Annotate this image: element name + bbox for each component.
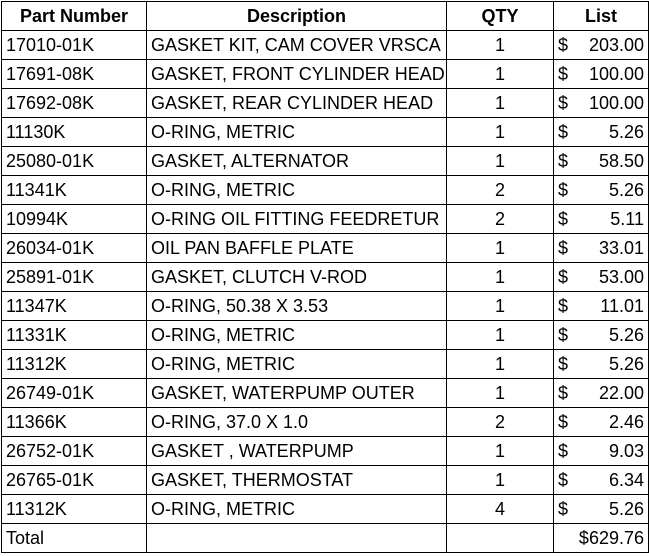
cell-list[interactable] xyxy=(554,176,649,205)
amount: 5.26 xyxy=(608,499,644,519)
cell-list[interactable] xyxy=(554,437,649,466)
total-row xyxy=(2,524,649,553)
table-row xyxy=(2,205,649,234)
total-empty-cell[interactable] xyxy=(447,524,554,553)
cell-description[interactable]: GASKET, REAR CYLINDER HEAD xyxy=(147,89,447,118)
currency-symbol: $ xyxy=(558,209,569,229)
cell-part-number[interactable]: 17010-01K xyxy=(2,31,147,60)
cell-part-number[interactable]: 11312K xyxy=(2,495,147,524)
header-qty[interactable]: QTY xyxy=(447,2,554,31)
cell-list[interactable] xyxy=(554,466,649,495)
cell-qty[interactable]: 2 xyxy=(447,176,554,205)
amount: 5.26 xyxy=(608,354,644,374)
table-row xyxy=(2,89,649,118)
amount: 5.11 xyxy=(610,209,644,229)
currency-symbol: $ xyxy=(558,499,569,519)
currency-symbol: $ xyxy=(558,122,569,142)
cell-qty[interactable]: 1 xyxy=(447,31,554,60)
currency-symbol: $ xyxy=(558,412,569,432)
cell-part-number[interactable]: 11341K xyxy=(2,176,147,205)
cell-list[interactable] xyxy=(554,321,649,350)
cell-part-number[interactable]: 11331K xyxy=(2,321,147,350)
currency-symbol: $ xyxy=(558,296,569,316)
cell-qty[interactable]: 1 xyxy=(447,466,554,495)
amount: 5.26 xyxy=(608,122,644,142)
money-value xyxy=(558,495,644,523)
cell-description[interactable]: GASKET , WATERPUMP xyxy=(147,437,447,466)
money-value xyxy=(558,147,644,175)
cell-description[interactable]: O-RING, METRIC xyxy=(147,176,447,205)
currency-symbol: $ xyxy=(558,151,569,171)
cell-qty[interactable]: 1 xyxy=(447,437,554,466)
currency-symbol: $ xyxy=(558,383,569,403)
amount: 9.03 xyxy=(608,441,644,461)
table-row xyxy=(2,350,649,379)
cell-qty[interactable]: 1 xyxy=(447,89,554,118)
cell-list[interactable] xyxy=(554,263,649,292)
total-amount-cell[interactable] xyxy=(554,524,649,553)
table-row xyxy=(2,379,649,408)
cell-part-number[interactable]: 10994K xyxy=(2,205,147,234)
table-row xyxy=(2,147,649,176)
money-value xyxy=(558,205,644,233)
money-value xyxy=(558,118,644,146)
currency-symbol: $ xyxy=(558,354,569,374)
cell-list[interactable] xyxy=(554,350,649,379)
cell-part-number[interactable]: 11347K xyxy=(2,292,147,321)
table-row xyxy=(2,495,649,524)
total-currency: $ xyxy=(578,528,589,548)
amount: 11.01 xyxy=(600,296,644,316)
cell-qty[interactable]: 2 xyxy=(447,205,554,234)
money-value xyxy=(558,31,644,59)
cell-qty[interactable]: 1 xyxy=(447,379,554,408)
cell-description[interactable]: O-RING, METRIC xyxy=(147,350,447,379)
table-row xyxy=(2,263,649,292)
cell-description[interactable]: GASKET, THERMOSTAT xyxy=(147,466,447,495)
cell-list[interactable] xyxy=(554,379,649,408)
cell-qty[interactable]: 1 xyxy=(447,234,554,263)
header-description[interactable]: Description xyxy=(147,2,447,31)
amount: 58.50 xyxy=(598,151,644,171)
money-value xyxy=(558,350,644,378)
amount: 5.26 xyxy=(608,180,644,200)
cell-list[interactable] xyxy=(554,495,649,524)
currency-symbol: $ xyxy=(558,35,569,55)
table-row xyxy=(2,437,649,466)
total-empty-cell[interactable] xyxy=(147,524,447,553)
cell-qty[interactable]: 1 xyxy=(447,118,554,147)
amount: 53.00 xyxy=(598,267,644,287)
cell-description[interactable]: OIL PAN BAFFLE PLATE xyxy=(147,234,447,263)
table-row xyxy=(2,321,649,350)
cell-qty[interactable]: 1 xyxy=(447,263,554,292)
currency-symbol: $ xyxy=(558,325,569,345)
table-row xyxy=(2,176,649,205)
cell-qty[interactable]: 1 xyxy=(447,350,554,379)
currency-symbol: $ xyxy=(558,441,569,461)
table-row xyxy=(2,466,649,495)
money-value xyxy=(558,292,644,320)
table-row xyxy=(2,234,649,263)
cell-description[interactable]: O-RING, METRIC xyxy=(147,321,447,350)
currency-symbol: $ xyxy=(558,470,569,490)
cell-part-number[interactable]: 26749-01K xyxy=(2,379,147,408)
cell-part-number[interactable]: 17691-08K xyxy=(2,60,147,89)
cell-list[interactable] xyxy=(554,118,649,147)
table-row xyxy=(2,118,649,147)
currency-symbol: $ xyxy=(558,180,569,200)
cell-description[interactable]: GASKET, FRONT CYLINDER HEAD xyxy=(147,60,447,89)
table-row xyxy=(2,292,649,321)
cell-part-number[interactable]: 25080-01K xyxy=(2,147,147,176)
cell-description[interactable]: GASKET, CLUTCH V-ROD xyxy=(147,263,447,292)
currency-symbol: $ xyxy=(558,64,569,84)
header-row xyxy=(2,2,649,31)
currency-symbol: $ xyxy=(558,93,569,113)
header-list[interactable]: List xyxy=(554,2,649,31)
cell-part-number[interactable]: 17692-08K xyxy=(2,89,147,118)
total-amount xyxy=(558,524,644,552)
parts-table xyxy=(1,1,649,553)
currency-symbol: $ xyxy=(558,238,569,258)
table-row xyxy=(2,31,649,60)
money-value xyxy=(558,437,644,465)
cell-list[interactable] xyxy=(554,60,649,89)
cell-qty[interactable]: 1 xyxy=(447,60,554,89)
cell-list[interactable] xyxy=(554,205,649,234)
money-value xyxy=(558,263,644,291)
money-value xyxy=(558,379,644,407)
cell-part-number[interactable]: 11312K xyxy=(2,350,147,379)
cell-list[interactable] xyxy=(554,147,649,176)
cell-part-number[interactable]: 11130K xyxy=(2,118,147,147)
cell-description[interactable]: O-RING, METRIC xyxy=(147,495,447,524)
cell-description[interactable]: GASKET, ALTERNATOR xyxy=(147,147,447,176)
amount: 2.46 xyxy=(608,412,644,432)
amount: 100.00 xyxy=(588,93,644,113)
currency-symbol: $ xyxy=(558,267,569,287)
money-value xyxy=(558,408,644,436)
cell-list[interactable] xyxy=(554,408,649,437)
cell-part-number[interactable]: 11366K xyxy=(2,408,147,437)
cell-description[interactable]: O-RING, 50.38 X 3.53 xyxy=(147,292,447,321)
header-part-number[interactable]: Part Number xyxy=(2,2,147,31)
cell-part-number[interactable]: 26765-01K xyxy=(2,466,147,495)
cell-description[interactable]: GASKET KIT, CAM COVER VRSCA xyxy=(147,31,447,60)
money-value xyxy=(558,321,644,349)
table-row xyxy=(2,408,649,437)
cell-description[interactable]: O-RING, METRIC xyxy=(147,118,447,147)
money-value xyxy=(558,234,644,262)
cell-list[interactable] xyxy=(554,292,649,321)
total-label[interactable]: Total xyxy=(2,524,147,553)
amount: 22.00 xyxy=(598,383,644,403)
table-body xyxy=(2,31,649,524)
amount: 6.34 xyxy=(608,470,644,490)
cell-qty[interactable]: 2 xyxy=(447,408,554,437)
money-value xyxy=(558,466,644,494)
cell-description[interactable]: GASKET, WATERPUMP OUTER xyxy=(147,379,447,408)
cell-part-number[interactable]: 26034-01K xyxy=(2,234,147,263)
amount: 33.01 xyxy=(598,238,644,258)
cell-description[interactable]: O-RING OIL FITTING FEEDRETUR xyxy=(147,205,447,234)
cell-part-number[interactable]: 26752-01K xyxy=(2,437,147,466)
amount: 100.00 xyxy=(588,64,644,84)
cell-list[interactable] xyxy=(554,31,649,60)
cell-description[interactable]: O-RING, 37.0 X 1.0 xyxy=(147,408,447,437)
cell-qty[interactable]: 1 xyxy=(447,321,554,350)
table-row xyxy=(2,60,649,89)
total-value: 629.76 xyxy=(588,528,644,548)
money-value xyxy=(558,89,644,117)
amount: 5.26 xyxy=(608,325,644,345)
money-value xyxy=(558,60,644,88)
cell-qty[interactable]: 1 xyxy=(447,147,554,176)
money-value xyxy=(558,176,644,204)
cell-qty[interactable]: 4 xyxy=(447,495,554,524)
amount: 203.00 xyxy=(588,35,644,55)
cell-list[interactable] xyxy=(554,89,649,118)
cell-list[interactable] xyxy=(554,234,649,263)
cell-part-number[interactable]: 25891-01K xyxy=(2,263,147,292)
cell-qty[interactable]: 1 xyxy=(447,292,554,321)
